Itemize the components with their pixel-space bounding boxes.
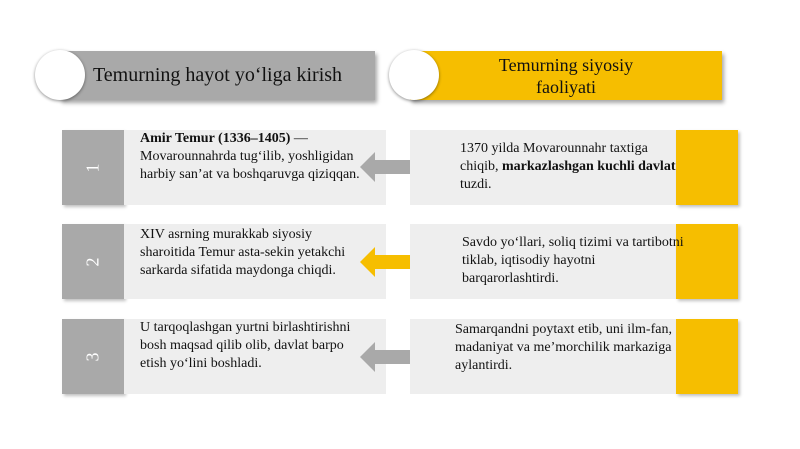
header-right-circle bbox=[389, 50, 439, 100]
row-2-right-text: Savdo yo‘llari, soliq tizimi va tartibotni tiklab, iqtisodiy hayotni barqarorlashtirdi. bbox=[462, 235, 684, 286]
row-3-right-text: Samarqandni poytaxt etib, uni ilm-fan, madaniyat va me’morchilik markaziga aylantirdi. bbox=[455, 322, 672, 373]
row-1-right-text bbox=[460, 140, 682, 194]
row-2-left-text: XIV asrning murakkab siyosiy sharoitida Temur asta-sekin yetakchi sarkarda sifatida maydonga chiqdi. bbox=[140, 227, 346, 278]
row-3-left-text: U tarqoqlashgan yurtni birlashtirishni bosh maqsad qilib olib, davlat barpo etish yo‘lini boshladi. bbox=[140, 320, 351, 371]
header-siyosiy-faoliyat bbox=[410, 51, 722, 100]
header-hayot-yoli bbox=[60, 51, 375, 100]
row-2-yellow-tab bbox=[676, 224, 738, 299]
row-1-right-bold: markazlashgan kuchli davlat bbox=[502, 159, 676, 174]
row-1-number-tab bbox=[62, 130, 124, 205]
row-3-number-tab bbox=[62, 319, 124, 394]
row-1-left-rest: — Movarounnahrda tug‘ilib, yoshligidan harbiy san’at va boshqaruvga qiziqqan. bbox=[140, 131, 360, 182]
row-1-yellow-tab bbox=[676, 130, 738, 205]
header-hayot-yoli-label: Temurning hayot yo‘liga kirish bbox=[92, 64, 343, 86]
row-2-number-tab bbox=[62, 224, 124, 299]
row-1-number: 1 bbox=[82, 163, 103, 172]
row-1-right-post: tuzdi. bbox=[460, 177, 492, 192]
row-1-right-pre: 1370 yilda Movarounnahr taxtiga chiqib, bbox=[460, 141, 648, 174]
header-siyosiy-faoliyat-label: Temurning siyosiy faoliyati bbox=[498, 54, 634, 97]
row-2-number: 2 bbox=[82, 257, 103, 266]
header-left-circle bbox=[35, 50, 85, 100]
row-1-left-text bbox=[140, 130, 360, 184]
row-1-left-bold: Amir Temur (1336–1405) bbox=[140, 131, 291, 146]
row-3-number: 3 bbox=[82, 352, 103, 361]
row-3-yellow-tab bbox=[676, 319, 738, 394]
